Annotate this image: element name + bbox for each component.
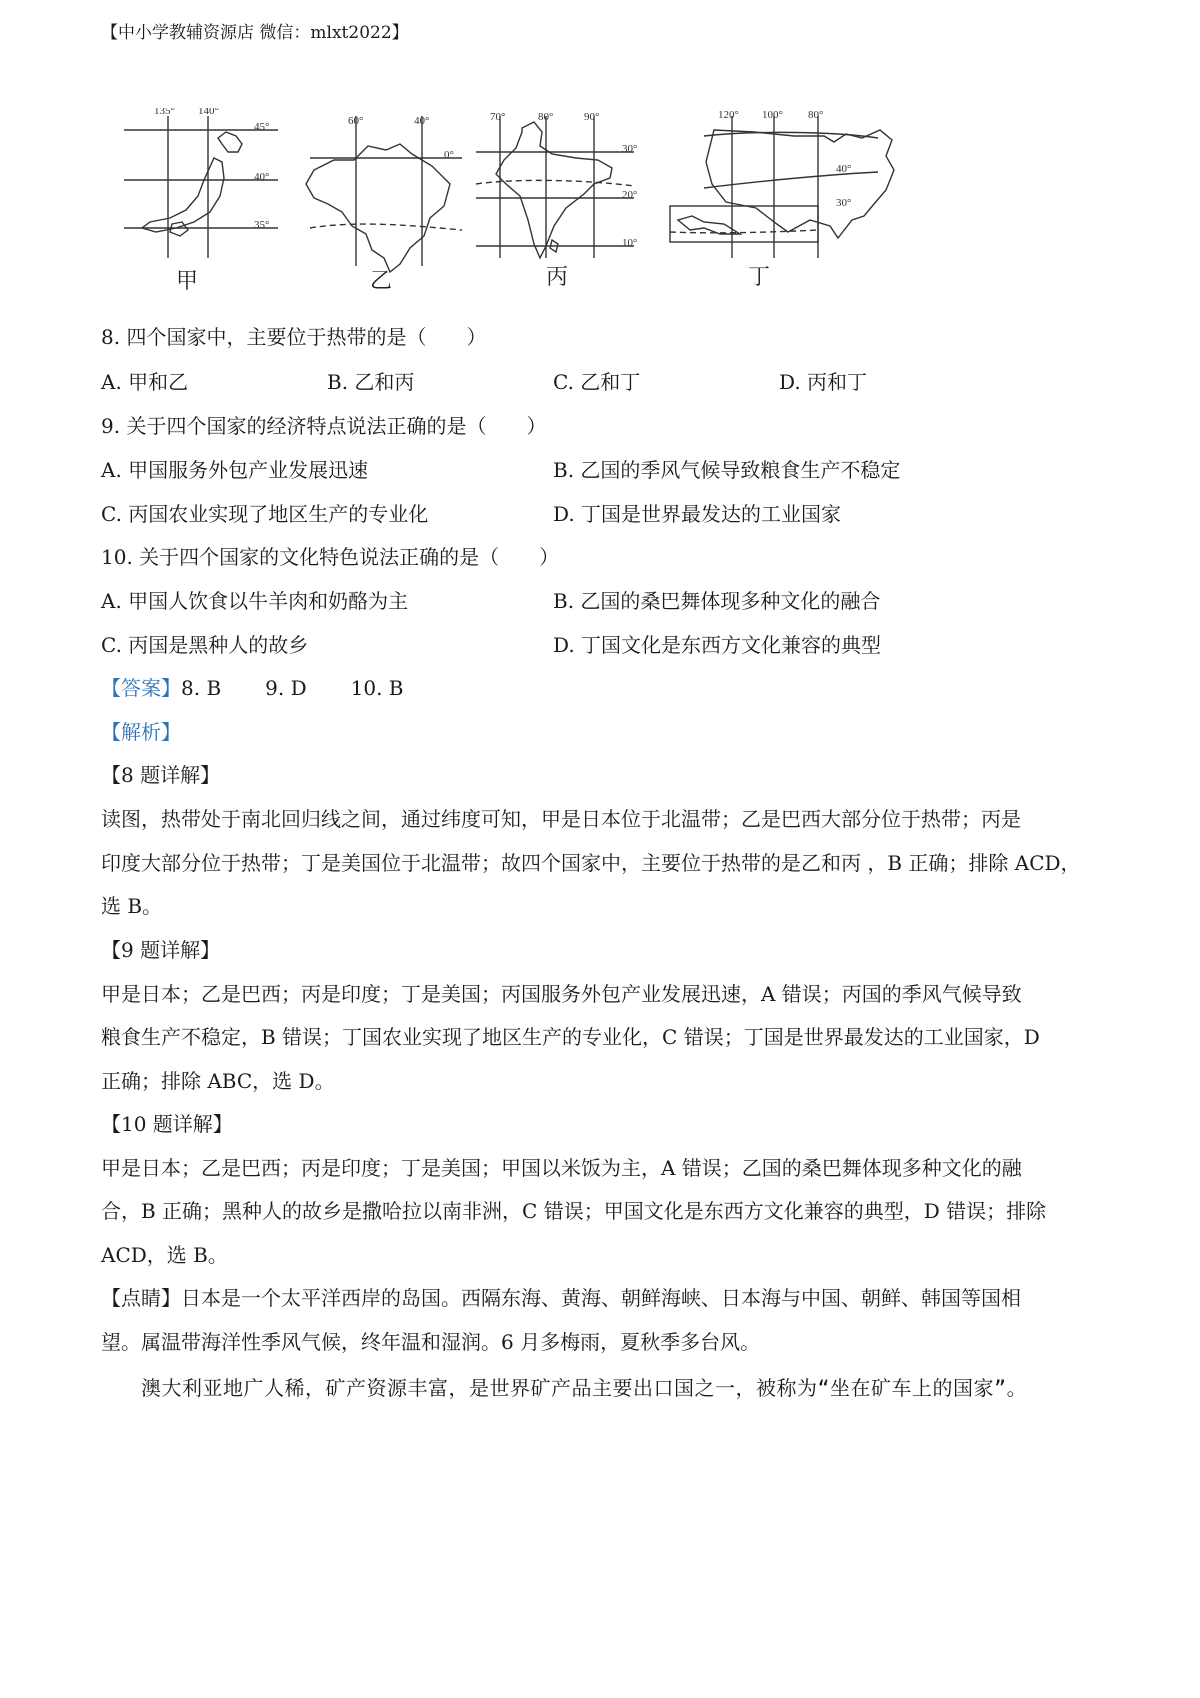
detail-8-line-2: 印度大部分位于热带；丁是美国位于北温带；故四个国家中，主要位于热带的是乙和丙 ，B 正确；排除 ACD， — [101, 851, 1081, 875]
detail-9-title: 【9 题详解】 — [101, 938, 221, 962]
country-maps-figure — [118, 108, 960, 318]
yi-lon-40: 40° — [414, 115, 430, 127]
bing-lon-80: 80° — [538, 111, 554, 123]
answer-row — [101, 674, 404, 702]
tip-text-1: 日本是一个太平洋西岸的岛国。西隔东海、黄海、朝鲜海峡、日本海与中国、朝鲜、韩国等国相 — [181, 1286, 1021, 1310]
ding-lat-40: 40° — [836, 163, 852, 175]
ding-lon-120: 120° — [718, 109, 739, 121]
q10-option-a: A. 甲国人饮食以牛羊肉和奶酪为主 — [101, 589, 409, 613]
map-yi — [306, 116, 462, 272]
answer-10: 10. B — [350, 676, 404, 700]
q8-option-a: A. 甲和乙 — [101, 370, 189, 394]
answer-label: 【答案】 — [101, 676, 181, 700]
ding-lon-80: 80° — [808, 109, 824, 121]
answer-8: 8. B — [181, 676, 222, 700]
map-ding — [670, 116, 894, 258]
caption-bing: 丙 — [546, 264, 569, 289]
question-10-stem: 10. 关于四个国家的文化特色说法正确的是（ ） — [101, 545, 560, 569]
yi-lat-0: 0° — [444, 149, 454, 161]
bing-lat-20: 20° — [622, 189, 638, 201]
q9-option-b: B. 乙国的季风气候导致粮食生产不稳定 — [553, 458, 901, 482]
caption-ding: 丁 — [748, 264, 771, 289]
bing-lat-10: 10° — [622, 237, 638, 249]
tip-line-2: 望。属温带海洋性季风气候，终年温和湿润。6 月多梅雨，夏秋季多台风。 — [101, 1330, 761, 1354]
q9-option-c: C. 丙国农业实现了地区生产的专业化 — [101, 502, 429, 526]
detail-10-line-1: 甲是日本；乙是巴西；丙是印度；丁是美国；甲国以米饭为主，A 错误；乙国的桑巴舞体现多种文化的融 — [101, 1156, 1022, 1180]
ding-lat-30: 30° — [836, 197, 852, 209]
question-8-stem: 8. 四个国家中，主要位于热带的是（ ） — [101, 325, 487, 349]
jia-lon-140: 140° — [198, 108, 219, 117]
analysis-label: 【解析】 — [101, 720, 181, 744]
detail-8-title: 【8 题详解】 — [101, 763, 221, 787]
q10-option-b: B. 乙国的桑巴舞体现多种文化的融合 — [553, 589, 881, 613]
detail-9-line-2: 粮食生产不稳定，B 错误；丁国农业实现了地区生产的专业化，C 错误；丁国是世界最发达的工业国家，D — [101, 1025, 1040, 1049]
jia-lat-35: 35° — [254, 219, 270, 231]
caption-yi: 乙 — [370, 268, 393, 293]
q10-option-c: C. 丙国是黑种人的故乡 — [101, 633, 309, 657]
detail-10-line-3: ACD，选 B。 — [101, 1243, 228, 1267]
jia-lat-40: 40° — [254, 171, 270, 183]
ding-lon-100: 100° — [762, 109, 783, 121]
bing-lon-70: 70° — [490, 111, 506, 123]
tip-line-1 — [101, 1284, 1021, 1312]
answer-9: 9. D — [265, 676, 307, 700]
question-9-stem: 9. 关于四个国家的经济特点说法正确的是（ ） — [101, 414, 547, 438]
q8-option-b: B. 乙和丙 — [327, 370, 415, 394]
detail-9-line-3: 正确；排除 ABC，选 D。 — [101, 1069, 335, 1093]
next-passage: 澳大利亚地广人稀，矿产资源丰富，是世界矿产品主要出口国之一，被称为“坐在矿车上的国家”。 — [141, 1376, 1028, 1400]
caption-jia: 甲 — [176, 268, 199, 293]
tip-label: 【点睛】 — [101, 1286, 181, 1310]
q8-option-c: C. 乙和丁 — [553, 370, 641, 394]
yi-lon-60: 60° — [348, 115, 364, 127]
map-jia — [124, 116, 278, 258]
bing-lon-90: 90° — [584, 111, 600, 123]
q10-option-d: D. 丁国文化是东西方文化兼容的典型 — [553, 633, 882, 657]
header-watermark: 【中小学教辅资源店 微信：mlxt2022】 — [101, 23, 409, 43]
q9-option-a: A. 甲国服务外包产业发展迅速 — [101, 458, 369, 482]
q9-option-d: D. 丁国是世界最发达的工业国家 — [553, 502, 842, 526]
detail-8-line-3: 选 B。 — [101, 894, 163, 918]
detail-8-line-1: 读图，热带处于南北回归线之间，通过纬度可知，甲是日本位于北温带；乙是巴西大部分位于热带；丙是 — [101, 807, 1021, 831]
detail-10-title: 【10 题详解】 — [101, 1112, 233, 1136]
map-bing — [476, 116, 634, 258]
jia-lat-45: 45° — [254, 121, 270, 133]
maps-svg — [118, 108, 960, 318]
jia-lon-135: 135° — [154, 108, 175, 117]
bing-lat-30: 30° — [622, 143, 638, 155]
detail-9-line-1: 甲是日本；乙是巴西；丙是印度；丁是美国；丙国服务外包产业发展迅速，A 错误；丙国的季风气候导致 — [101, 982, 1022, 1006]
detail-10-line-2: 合，B 正确；黑种人的故乡是撒哈拉以南非洲，C 错误；甲国文化是东西方文化兼容的典型，D 错误；排除 — [101, 1199, 1047, 1223]
q8-option-d: D. 丙和丁 — [779, 370, 868, 394]
